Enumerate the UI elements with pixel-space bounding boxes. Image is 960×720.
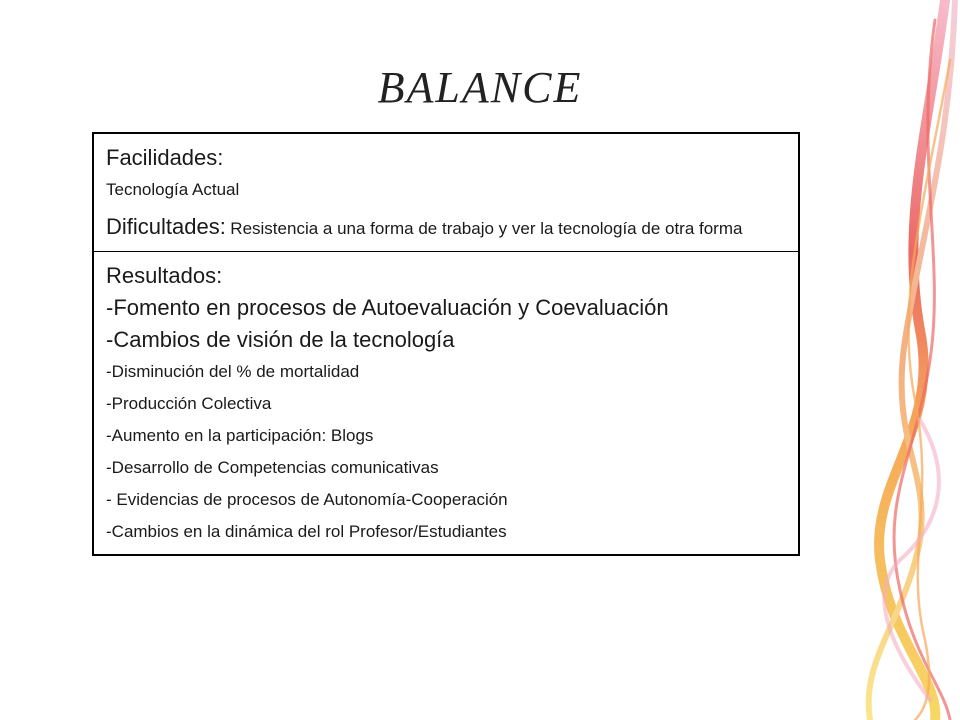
resultado-item: - Evidencias de procesos de Autonomía-Cooperación xyxy=(106,490,508,509)
dificultades-block xyxy=(106,212,790,245)
resultado-item: -Cambios en la dinámica del rol Profesor/Estudiantes xyxy=(106,522,507,541)
resultado-item: -Disminución del % de mortalidad xyxy=(106,362,360,381)
resultado-item: -Aumento en la participación: Blogs xyxy=(106,426,374,445)
resultado-item: -Cambios de visión de la tecnología xyxy=(106,327,455,352)
resultado-item: -Desarrollo de Competencias comunicativas xyxy=(106,458,439,477)
facilidades-heading: Facilidades: xyxy=(106,145,224,170)
dificultades-text: Resistencia a una forma de trabajo y ver la tecnología de otra forma xyxy=(230,219,743,238)
slide-title: BALANCE xyxy=(377,63,583,112)
resultados-heading: Resultados: xyxy=(106,263,223,288)
balance-table xyxy=(92,132,800,556)
resultado-item: -Fomento en procesos de Autoevaluación y Coevaluación xyxy=(106,295,669,320)
row-facilidades-dificultades xyxy=(94,134,798,252)
resultado-item: -Producción Colectiva xyxy=(106,394,272,413)
dificultades-heading: Dificultades: xyxy=(106,214,226,239)
row-resultados xyxy=(94,252,798,554)
facilidades-text: Tecnología Actual xyxy=(106,180,240,199)
